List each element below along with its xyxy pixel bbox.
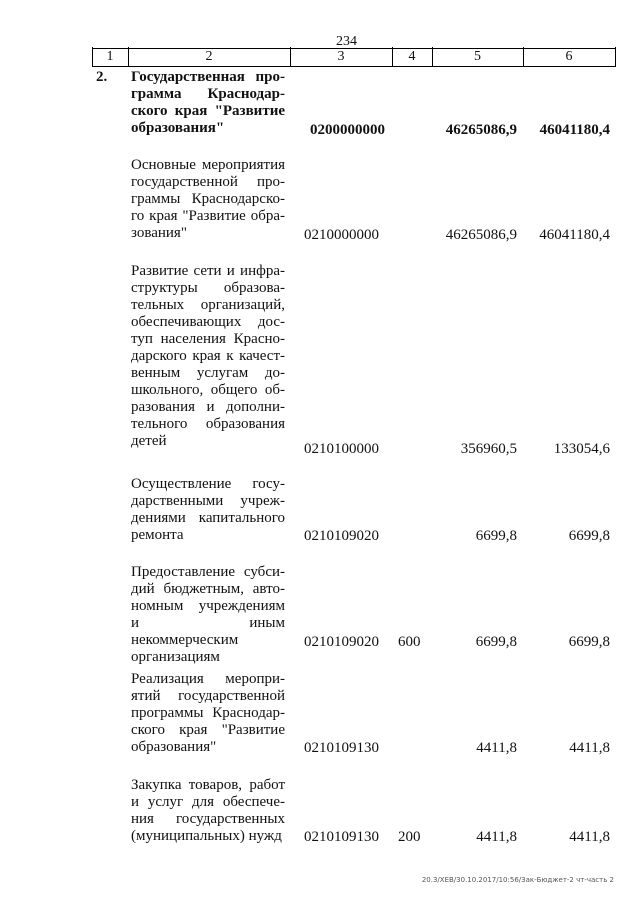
column-header-2: 2 <box>205 49 213 64</box>
row-sum-col6: 6699,8 <box>568 634 610 650</box>
row-expense-type: 600 <box>398 634 421 650</box>
table-row <box>0 777 640 846</box>
row-code: 0210109020 <box>304 634 379 650</box>
row-sum-col5: 46265086,9 <box>445 227 517 243</box>
row-code: 0210100000 <box>304 441 379 457</box>
row-description: Реализация мероприятий государственной программы Краснодарского края "Развитие образования" <box>131 671 285 755</box>
row-code: 0210109020 <box>304 528 379 544</box>
column-header-6: 6 <box>565 49 573 64</box>
row-sum-col6: 46041180,4 <box>539 122 610 138</box>
column-header-4: 4 <box>408 49 416 64</box>
row-sum-col5: 6699,8 <box>475 528 517 544</box>
column-header-1: 1 <box>106 49 114 64</box>
row-description: Осуществление государственными учреждениями капитального ремонта <box>131 476 285 543</box>
row-description: Развитие сети и инфраструктуры образовательных организаций, обеспечивающих доступ населения Краснодарского края к качественным услугам дошкольного, общего образования и дополнительного образования детей <box>131 263 285 449</box>
row-number: 2. <box>96 69 108 85</box>
row-code: 0210109130 <box>304 829 379 845</box>
row-sum-col6: 46041180,4 <box>539 227 610 243</box>
row-sum-col6: 4411,8 <box>569 829 610 845</box>
table-row <box>0 476 640 545</box>
row-code: 0210000000 <box>304 227 379 243</box>
row-description: Основные мероприятия государственной программы Краснодарского края "Развитие образования" <box>131 157 285 241</box>
document-footer-stamp: 20.3/ХЕВ/30.10.2017/10:56/Зак-Бюджет-2 чт-часть 2 <box>421 876 614 884</box>
row-code: 0210109130 <box>304 740 379 756</box>
table-row <box>0 157 640 244</box>
row-sum-col6: 4411,8 <box>569 740 610 756</box>
row-description: Государственная программа Краснодарского края "Развитие образования" <box>131 69 285 136</box>
row-code: 0200000000 <box>310 122 385 138</box>
row-sum-col5: 4411,8 <box>476 740 517 756</box>
table-row <box>0 69 640 139</box>
row-sum-col6: 6699,8 <box>568 528 610 544</box>
row-sum-col6: 133054,6 <box>553 441 610 457</box>
row-expense-type: 200 <box>398 829 421 845</box>
row-sum-col5: 356960,5 <box>460 441 517 457</box>
row-sum-col5: 4411,8 <box>476 829 517 845</box>
row-description: Предоставление субсидий бюджетным, автономным учреждениям и иным некоммерческим организациям <box>131 564 285 665</box>
column-header-5: 5 <box>474 49 481 64</box>
table-row <box>0 263 640 458</box>
row-description: Закупка товаров, работ и услуг для обеспечения государственных (муниципальных) нужд <box>131 777 285 844</box>
row-sum-col5: 6699,8 <box>475 634 517 650</box>
table-row <box>0 671 640 757</box>
column-header-3: 3 <box>337 49 345 64</box>
page-number: 234 <box>336 34 357 49</box>
table-row <box>0 564 640 665</box>
row-sum-col5: 46265086,9 <box>445 122 517 138</box>
